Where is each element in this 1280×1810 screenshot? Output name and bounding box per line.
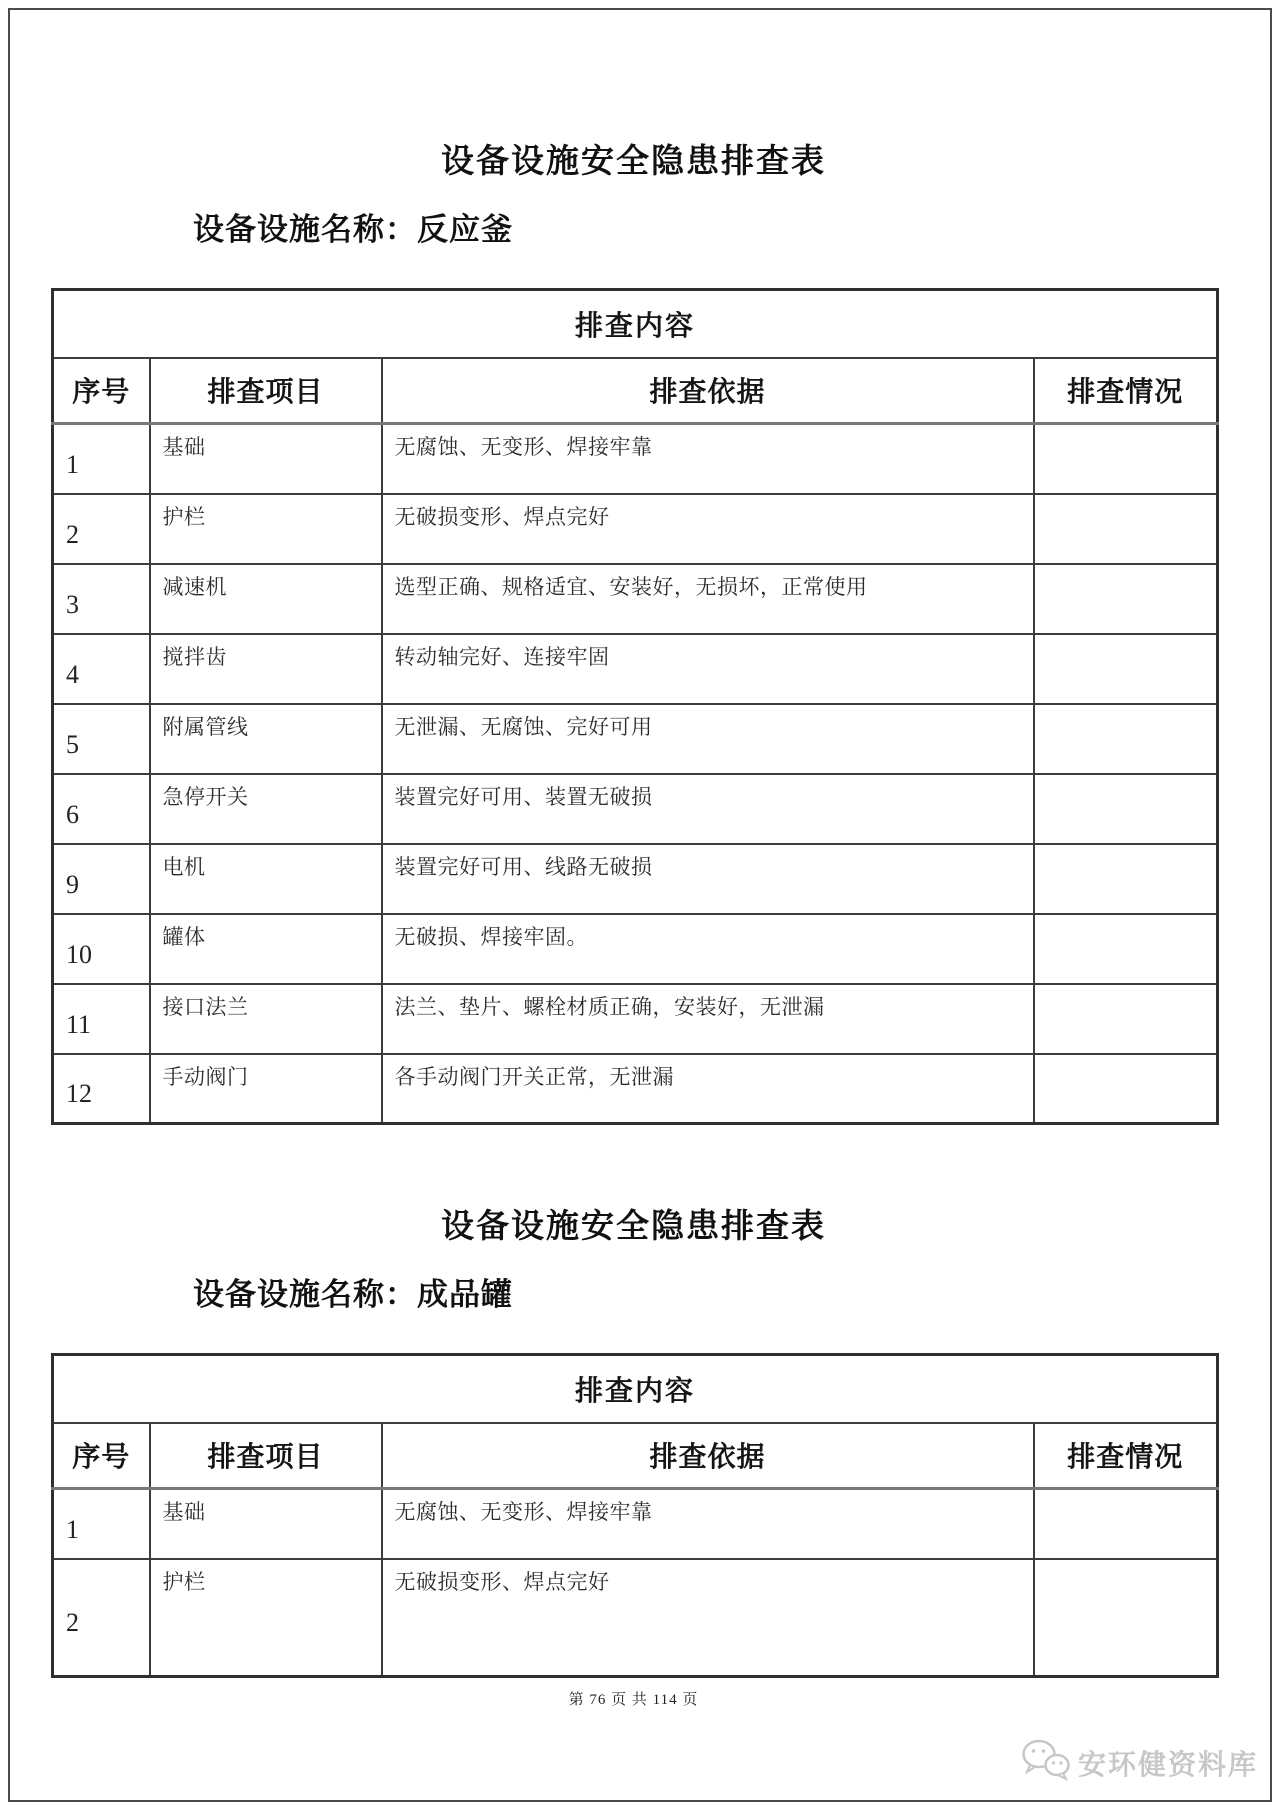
cell-basis: 转动轴完好、连接牢固 (382, 634, 1034, 704)
column-header: 序号 (53, 358, 150, 424)
cell-status (1034, 774, 1218, 844)
cell-no: 6 (53, 774, 150, 844)
cell-item: 护栏 (150, 494, 382, 564)
band-header-row (53, 1355, 1218, 1423)
document-title: 设备设施安全隐患排查表 (441, 144, 826, 180)
cell-no: 2 (53, 494, 150, 564)
cell-status (1034, 1489, 1218, 1559)
table-row (53, 984, 1218, 1054)
column-header-row (53, 1423, 1218, 1489)
table-row (53, 494, 1218, 564)
table-row (53, 774, 1218, 844)
cell-status (1034, 634, 1218, 704)
table-row (53, 1054, 1218, 1124)
cell-no: 1 (53, 424, 150, 494)
equipment-name-label: 设备设施名称：成品罐 (193, 1277, 513, 1312)
cell-no: 1 (53, 1489, 150, 1559)
column-header: 排查情况 (1034, 1423, 1218, 1489)
cell-status (1034, 844, 1218, 914)
cell-status (1034, 984, 1218, 1054)
cell-status (1034, 704, 1218, 774)
table-row (53, 424, 1218, 494)
cell-item: 减速机 (150, 564, 382, 634)
cell-item: 基础 (150, 424, 382, 494)
cell-no: 3 (53, 564, 150, 634)
cell-basis: 无腐蚀、无变形、焊接牢靠 (382, 1489, 1034, 1559)
table-row (53, 1559, 1218, 1677)
cell-status (1034, 494, 1218, 564)
watermark (1020, 1738, 1258, 1787)
page-number: 第 76 页 共 114 页 (568, 1692, 699, 1708)
document-title: 设备设施安全隐患排查表 (441, 1209, 826, 1245)
cell-status (1034, 1054, 1218, 1124)
cell-basis: 无泄漏、无腐蚀、完好可用 (382, 704, 1034, 774)
table-row (53, 634, 1218, 704)
band-header: 排查内容 (53, 290, 1218, 358)
cell-no: 11 (53, 984, 150, 1054)
column-header-row (53, 358, 1218, 424)
cell-status (1034, 914, 1218, 984)
cell-basis: 法兰、垫片、螺栓材质正确，安装好，无泄漏 (382, 984, 1034, 1054)
band-header-row (53, 290, 1218, 358)
inspection-table-section (51, 1205, 1216, 1678)
cell-no: 4 (53, 634, 150, 704)
column-header: 排查依据 (382, 1423, 1034, 1489)
cell-basis: 无腐蚀、无变形、焊接牢靠 (382, 424, 1034, 494)
column-header: 序号 (53, 1423, 150, 1489)
cell-basis: 无破损变形、焊点完好 (382, 1559, 1034, 1677)
cell-item: 电机 (150, 844, 382, 914)
column-header: 排查依据 (382, 358, 1034, 424)
cell-basis: 各手动阀门开关正常，无泄漏 (382, 1054, 1034, 1124)
cell-status (1034, 1559, 1218, 1677)
cell-no: 12 (53, 1054, 150, 1124)
band-header: 排查内容 (53, 1355, 1218, 1423)
cell-status (1034, 424, 1218, 494)
cell-item: 接口法兰 (150, 984, 382, 1054)
table-row (53, 844, 1218, 914)
cell-basis: 装置完好可用、装置无破损 (382, 774, 1034, 844)
cell-basis: 无破损、焊接牢固。 (382, 914, 1034, 984)
cell-no: 5 (53, 704, 150, 774)
cell-no: 10 (53, 914, 150, 984)
inspection-table-section (51, 140, 1216, 1125)
cell-item: 罐体 (150, 914, 382, 984)
cell-item: 手动阀门 (150, 1054, 382, 1124)
column-header: 排查项目 (150, 1423, 382, 1489)
inspection-table (51, 288, 1219, 1125)
column-header: 排查项目 (150, 358, 382, 424)
cell-item: 基础 (150, 1489, 382, 1559)
watermark-text: 安环健资料库 (1077, 1749, 1258, 1781)
table-row (53, 914, 1218, 984)
cell-basis: 无破损变形、焊点完好 (382, 494, 1034, 564)
table-row (53, 564, 1218, 634)
cell-item: 急停开关 (150, 774, 382, 844)
equipment-name-label: 设备设施名称：反应釜 (193, 212, 513, 247)
cell-status (1034, 564, 1218, 634)
column-header: 排查情况 (1034, 358, 1218, 424)
table-row (53, 704, 1218, 774)
inspection-table (51, 1353, 1219, 1678)
wechat-bubbles-icon (1020, 1738, 1072, 1787)
cell-item: 护栏 (150, 1559, 382, 1677)
cell-basis: 装置完好可用、线路无破损 (382, 844, 1034, 914)
cell-basis: 选型正确、规格适宜、安装好，无损坏，正常使用 (382, 564, 1034, 634)
table-row (53, 1489, 1218, 1559)
cell-no: 2 (53, 1559, 150, 1677)
cell-item: 附属管线 (150, 704, 382, 774)
cell-no: 9 (53, 844, 150, 914)
cell-item: 搅拌齿 (150, 634, 382, 704)
